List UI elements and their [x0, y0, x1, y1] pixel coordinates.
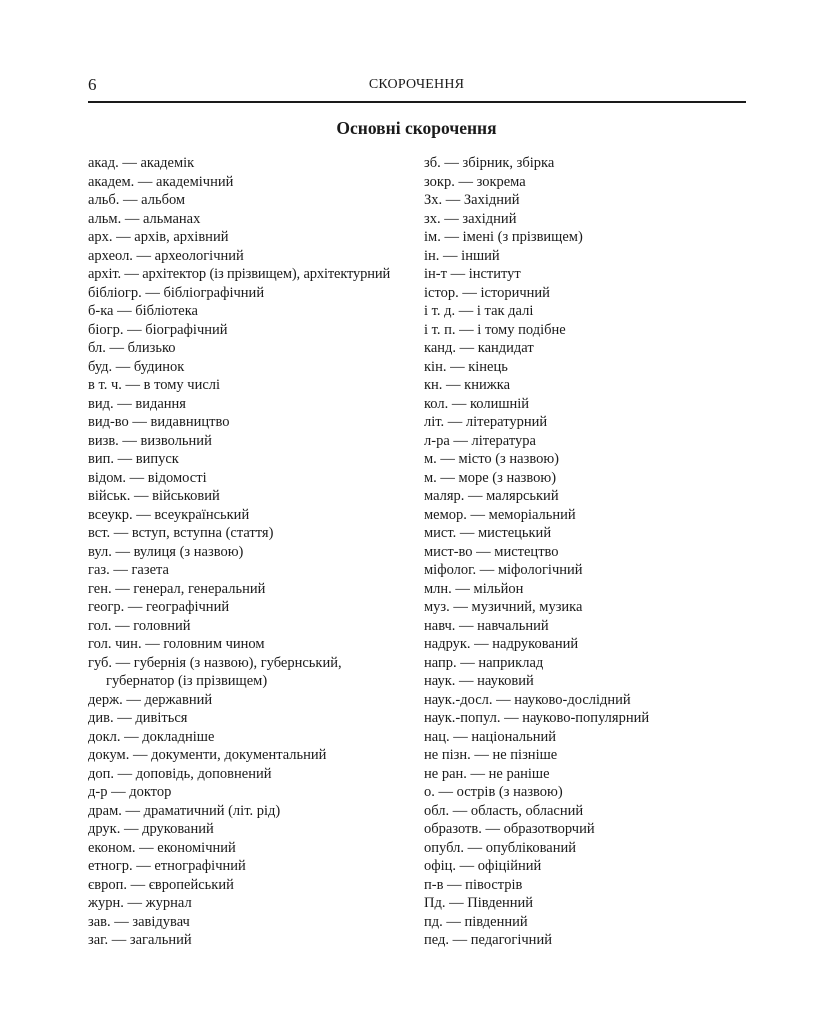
abbreviation-entry: істор. — історичний	[424, 284, 550, 301]
abbreviation-entry: зб. — збірник, збірка	[424, 155, 555, 171]
abbreviation-entry: визв. — визвольний	[88, 432, 212, 449]
abbreviation-entry: мемор. — меморіальний	[424, 506, 576, 523]
abbreviation-entry: офіц. — офіційний	[424, 858, 542, 874]
abbreviation-entry: і т. д. — і так далі	[424, 303, 534, 319]
abbreviation-entry: біогр. — біографічний	[88, 321, 228, 338]
abbreviation-entry: ін. — інший	[424, 247, 500, 264]
abbreviation-entry: літ. — літературний	[424, 414, 548, 430]
abbreviation-entry: арх. — архів, архівний	[88, 229, 229, 245]
abbreviation-entry: докум. — документи, документальний	[88, 747, 327, 763]
abbreviation-entry: альб. — альбом	[88, 192, 186, 208]
abbreviation-entry: ім. — імені (з прізвищем)	[424, 229, 583, 245]
abbreviation-entry: бл. — близько	[88, 340, 176, 356]
abbreviation-entry: бібліогр. — бібліографічний	[88, 284, 265, 301]
abbreviation-entry: друк. — друкований	[88, 821, 214, 837]
abbreviation-entry: наук. — науковий	[424, 673, 534, 689]
page-number: 6	[88, 75, 97, 94]
abbreviation-entry: етногр. — етнографічний	[88, 858, 246, 874]
abbreviation-entry: архіт. — архітектор (із прізвищем), архітектурний	[88, 266, 391, 282]
abbreviation-entry: кол. — колишній	[424, 395, 530, 412]
abbreviation-entry: млн. — мільйон	[424, 580, 524, 597]
abbreviation-entry: заг. — загальний	[88, 932, 192, 948]
abbreviation-entry: ін-т — інститут	[424, 266, 521, 282]
abbreviation-entry: вул. — вулиця (з назвою)	[88, 543, 244, 560]
abbreviation-entry: пд. — південний	[424, 913, 528, 930]
abbreviation-entry: не пізн. — не пізніше	[424, 747, 558, 763]
abbreviation-entry: всеукр. — всеукраїнський	[88, 506, 250, 523]
abbreviation-entry: Пд. — Південний	[424, 895, 534, 911]
abbreviation-entry: зокр. — зокрема	[424, 173, 526, 190]
abbreviation-entry: губ. — губернія (з назвою), губернський, губернатор (із прізвищем)	[88, 654, 342, 689]
abbreviation-entry: держ. — державний	[88, 691, 213, 708]
abbreviation-entry: Зх. — Західний	[424, 192, 520, 208]
abbreviation-entry: не ран. — не раніше	[424, 765, 550, 782]
abbreviation-entry: наук.-досл. — науково-дослідний	[424, 691, 631, 708]
abbreviation-entry: нац. — національний	[424, 728, 557, 745]
abbreviation-entry: драм. — драматичний (літ. рід)	[88, 802, 281, 819]
abbreviation-entry: вид. — видання	[88, 395, 186, 412]
abbreviation-entry: д-р — доктор	[88, 784, 172, 800]
abbreviation-entry: наук.-попул. — науково-популярний	[424, 710, 650, 726]
abbreviation-entry: напр. — наприклад	[424, 654, 544, 671]
abbreviation-entry: м. — море (з назвою)	[424, 469, 557, 486]
abbreviation-entry: гол. чин. — головним чином	[88, 636, 265, 652]
section-title: Основні скорочення	[336, 118, 497, 138]
abbreviation-entry: п-в — півострів	[424, 876, 523, 893]
abbreviation-entry: докл. — докладніше	[88, 728, 215, 745]
abbreviation-entry: і т. п. — і тому подібне	[424, 321, 566, 338]
abbreviation-entry: м. — місто (з назвою)	[424, 451, 559, 467]
abbreviation-entry: зх. — західний	[424, 210, 517, 227]
abbreviation-entry: акад. — академік	[88, 155, 195, 171]
abbreviation-entry: економ. — економічний	[88, 839, 236, 856]
abbreviation-entry: л-ра — література	[424, 432, 536, 449]
abbreviation-entry: кн. — книжка	[424, 377, 511, 393]
abbreviation-entry: о. — острів (з назвою)	[424, 784, 563, 800]
abbreviation-entry: надрук. — надрукований	[424, 636, 579, 652]
abbreviation-entry: відом. — відомості	[88, 469, 207, 486]
abbreviation-entry: пед. — педагогічний	[424, 932, 552, 948]
abbreviation-entry: маляр. — малярський	[424, 488, 559, 504]
abbreviation-entry: муз. — музичний, музика	[424, 599, 583, 615]
abbreviation-entry: вид-во — видавництво	[88, 414, 230, 430]
abbreviation-entry: обл. — область, обласний	[424, 802, 584, 819]
abbreviations-left-column	[88, 154, 423, 950]
abbreviation-entry: мист. — мистецький	[424, 525, 552, 541]
abbreviation-entry: вип. — випуск	[88, 451, 179, 467]
abbreviation-entry: академ. — академічний	[88, 173, 234, 190]
abbreviation-entry: археол. — археологічний	[88, 247, 244, 264]
abbreviation-entry: альм. — альманах	[88, 210, 201, 227]
abbreviation-entry: міфолог. — міфологічний	[424, 562, 583, 578]
abbreviation-entry: гол. — головний	[88, 617, 191, 634]
running-head: СКОРОЧЕННЯ	[368, 77, 465, 92]
abbreviation-entry: журн. — журнал	[88, 895, 192, 911]
abbreviation-entry: мист-во — мистецтво	[424, 543, 559, 560]
abbreviation-entry: зав. — завідувач	[88, 913, 190, 930]
abbreviation-entry: вст. — вступ, вступна (стаття)	[88, 525, 274, 541]
abbreviation-entry: див. — дивіться	[88, 710, 188, 726]
abbreviation-entry: геогр. — географічний	[88, 599, 230, 615]
abbreviation-entry: б-ка — бібліотека	[88, 303, 198, 319]
abbreviation-entry: в т. ч. — в тому числі	[88, 377, 221, 393]
abbreviation-entry: кін. — кінець	[424, 358, 508, 375]
abbreviation-entry: ген. — генерал, генеральний	[88, 580, 266, 597]
abbreviation-entry: навч. — навчальний	[424, 617, 549, 634]
abbreviation-entry: військ. — військовий	[88, 488, 220, 504]
abbreviation-entry: буд. — будинок	[88, 358, 185, 375]
abbreviation-entry: канд. — кандидат	[424, 340, 534, 356]
abbreviation-entry: доп. — доповідь, доповнений	[88, 765, 272, 782]
abbreviation-entry: опубл. — опублікований	[424, 839, 576, 856]
abbreviation-entry: образотв. — образотворчий	[424, 821, 595, 837]
abbreviation-entry: газ. — газета	[88, 562, 169, 578]
abbreviation-entry: європ. — європейський	[88, 876, 234, 893]
header-rule	[88, 101, 746, 103]
abbreviations-right-column	[424, 154, 744, 950]
